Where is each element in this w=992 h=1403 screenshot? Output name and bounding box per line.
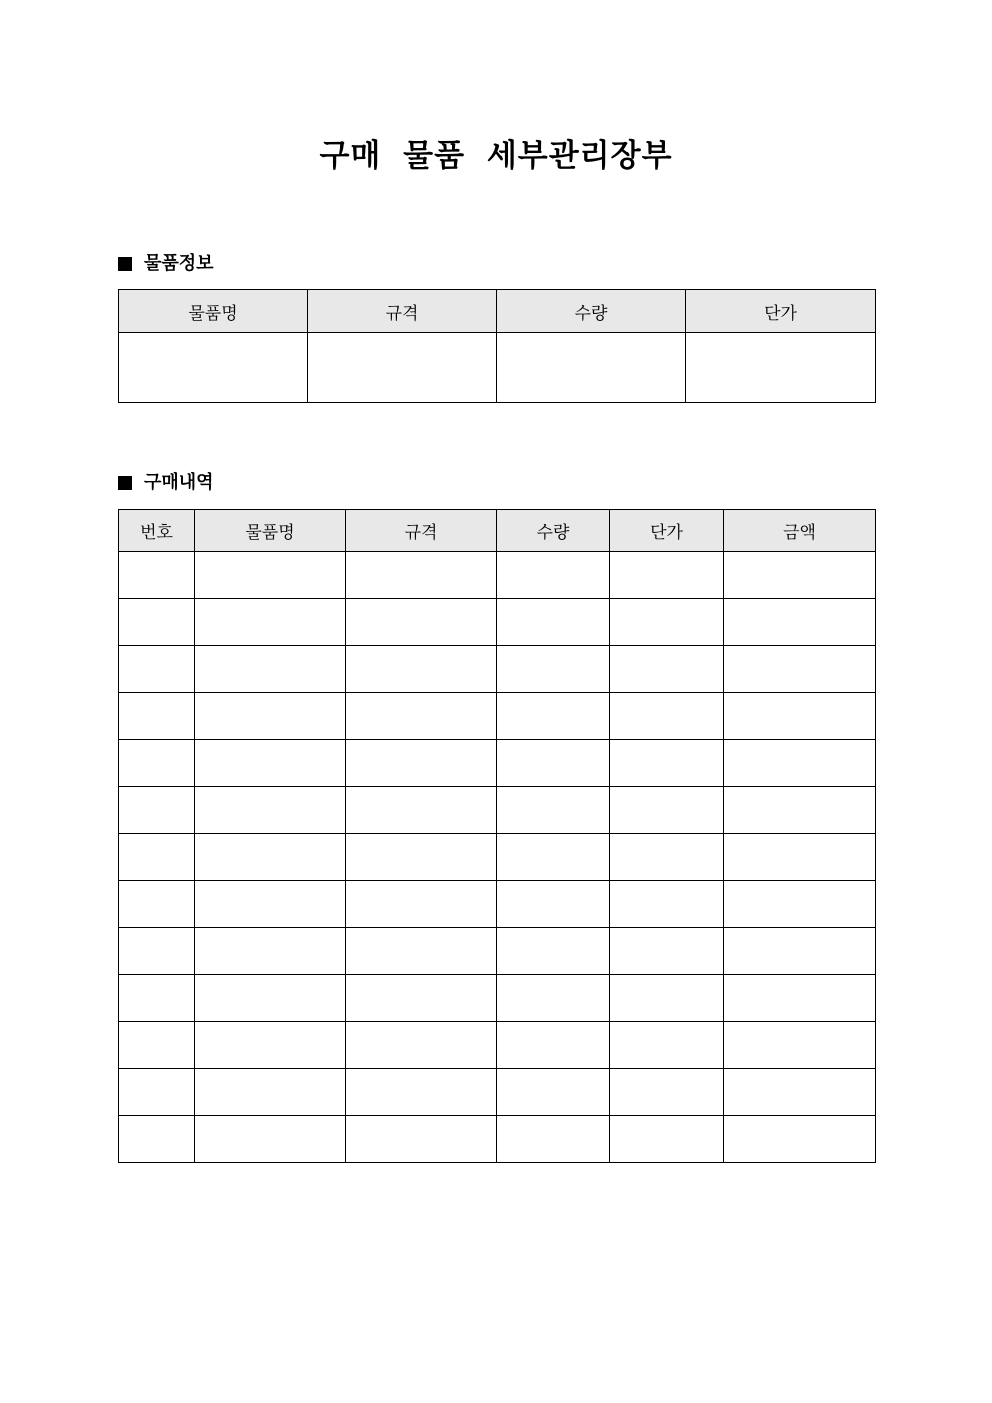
- table-cell[interactable]: [119, 975, 195, 1022]
- table-cell[interactable]: [195, 552, 346, 599]
- table-cell[interactable]: [497, 834, 610, 881]
- table-cell[interactable]: [724, 693, 876, 740]
- table-cell[interactable]: [195, 881, 346, 928]
- table-cell[interactable]: [195, 975, 346, 1022]
- table-cell[interactable]: [497, 552, 610, 599]
- table-cell[interactable]: [119, 928, 195, 975]
- table-cell[interactable]: [119, 787, 195, 834]
- column-header: 번호: [119, 510, 195, 552]
- table-cell[interactable]: [195, 1116, 346, 1163]
- table-cell[interactable]: [195, 740, 346, 787]
- table-cell[interactable]: [497, 646, 610, 693]
- table-cell[interactable]: [497, 881, 610, 928]
- table-cell[interactable]: [610, 881, 724, 928]
- table-cell[interactable]: [497, 333, 686, 403]
- table-cell[interactable]: [346, 834, 497, 881]
- table-row: [119, 333, 876, 403]
- table-cell[interactable]: [497, 787, 610, 834]
- table-cell[interactable]: [724, 646, 876, 693]
- table-cell[interactable]: [724, 834, 876, 881]
- table-cell[interactable]: [346, 599, 497, 646]
- table-cell[interactable]: [195, 1069, 346, 1116]
- table-cell[interactable]: [497, 740, 610, 787]
- square-bullet-icon: [118, 257, 132, 271]
- table-cell[interactable]: [724, 881, 876, 928]
- table-row: [119, 834, 876, 881]
- table-cell[interactable]: [610, 834, 724, 881]
- table-cell[interactable]: [724, 599, 876, 646]
- table-cell[interactable]: [346, 646, 497, 693]
- table-header-row: [119, 290, 876, 333]
- table-cell[interactable]: [195, 599, 346, 646]
- table-cell[interactable]: [119, 552, 195, 599]
- table-row: [119, 881, 876, 928]
- table-cell[interactable]: [497, 1022, 610, 1069]
- table-cell[interactable]: [346, 1069, 497, 1116]
- table-cell[interactable]: [195, 928, 346, 975]
- section-heading-item-info: [118, 251, 214, 277]
- table-cell[interactable]: [724, 740, 876, 787]
- table-cell[interactable]: [195, 693, 346, 740]
- table-cell[interactable]: [610, 1116, 724, 1163]
- table-row: [119, 599, 876, 646]
- page-title: 구매 물품 세부관리장부: [319, 138, 673, 174]
- table-cell[interactable]: [610, 1069, 724, 1116]
- table-cell[interactable]: [346, 693, 497, 740]
- section-heading-label: 구매내역: [144, 472, 214, 493]
- section-heading-label: 물품정보: [144, 253, 214, 274]
- table-cell[interactable]: [610, 787, 724, 834]
- table-cell[interactable]: [724, 552, 876, 599]
- table-cell[interactable]: [119, 1069, 195, 1116]
- purchase-history-table: [118, 509, 876, 1163]
- column-header: 물품명: [119, 290, 308, 333]
- table-row: [119, 740, 876, 787]
- table-cell[interactable]: [497, 1069, 610, 1116]
- table-row: [119, 787, 876, 834]
- column-header: 단가: [610, 510, 724, 552]
- table-cell[interactable]: [610, 552, 724, 599]
- column-header: 규격: [308, 290, 497, 333]
- table-cell[interactable]: [346, 928, 497, 975]
- table-cell[interactable]: [724, 1069, 876, 1116]
- table-cell[interactable]: [195, 1022, 346, 1069]
- table-cell[interactable]: [346, 740, 497, 787]
- square-bullet-icon: [118, 476, 132, 490]
- table-cell[interactable]: [724, 975, 876, 1022]
- table-cell[interactable]: [724, 1022, 876, 1069]
- table-row: [119, 646, 876, 693]
- table-cell[interactable]: [610, 599, 724, 646]
- table-cell[interactable]: [610, 693, 724, 740]
- table-cell[interactable]: [724, 787, 876, 834]
- table-cell[interactable]: [346, 1022, 497, 1069]
- table-cell[interactable]: [119, 1116, 195, 1163]
- table-cell[interactable]: [497, 975, 610, 1022]
- table-row: [119, 1022, 876, 1069]
- column-header: 수량: [497, 290, 686, 333]
- table-header-row: [119, 510, 876, 552]
- table-row: [119, 1116, 876, 1163]
- table-row: [119, 975, 876, 1022]
- table-cell[interactable]: [195, 787, 346, 834]
- table-cell[interactable]: [119, 1022, 195, 1069]
- table-cell[interactable]: [724, 928, 876, 975]
- table-cell[interactable]: [119, 693, 195, 740]
- table-row: [119, 928, 876, 975]
- table-cell[interactable]: [119, 599, 195, 646]
- table-cell[interactable]: [119, 881, 195, 928]
- column-header: 규격: [346, 510, 497, 552]
- table-cell[interactable]: [610, 928, 724, 975]
- column-header: 단가: [686, 290, 876, 333]
- table-cell[interactable]: [686, 333, 876, 403]
- table-cell[interactable]: [195, 646, 346, 693]
- table-cell[interactable]: [724, 1116, 876, 1163]
- section-heading-purchase-history: [118, 470, 214, 496]
- table-cell[interactable]: [119, 740, 195, 787]
- table-cell[interactable]: [119, 834, 195, 881]
- table-cell[interactable]: [346, 1116, 497, 1163]
- table-cell[interactable]: [610, 740, 724, 787]
- item-info-table: [118, 289, 876, 403]
- table-row: [119, 1069, 876, 1116]
- table-cell[interactable]: [119, 646, 195, 693]
- column-header: 물품명: [195, 510, 346, 552]
- column-header: 수량: [497, 510, 610, 552]
- table-cell[interactable]: [346, 881, 497, 928]
- table-cell[interactable]: [119, 333, 308, 403]
- column-header: 금액: [724, 510, 876, 552]
- table-cell[interactable]: [610, 646, 724, 693]
- table-cell[interactable]: [610, 1022, 724, 1069]
- table-cell[interactable]: [346, 787, 497, 834]
- table-cell[interactable]: [497, 928, 610, 975]
- table-row: [119, 552, 876, 599]
- table-cell[interactable]: [195, 834, 346, 881]
- table-cell[interactable]: [610, 975, 724, 1022]
- table-cell[interactable]: [346, 975, 497, 1022]
- table-cell[interactable]: [308, 333, 497, 403]
- table-cell[interactable]: [497, 599, 610, 646]
- table-cell[interactable]: [497, 1116, 610, 1163]
- table-cell[interactable]: [497, 693, 610, 740]
- table-row: [119, 693, 876, 740]
- table-cell[interactable]: [346, 552, 497, 599]
